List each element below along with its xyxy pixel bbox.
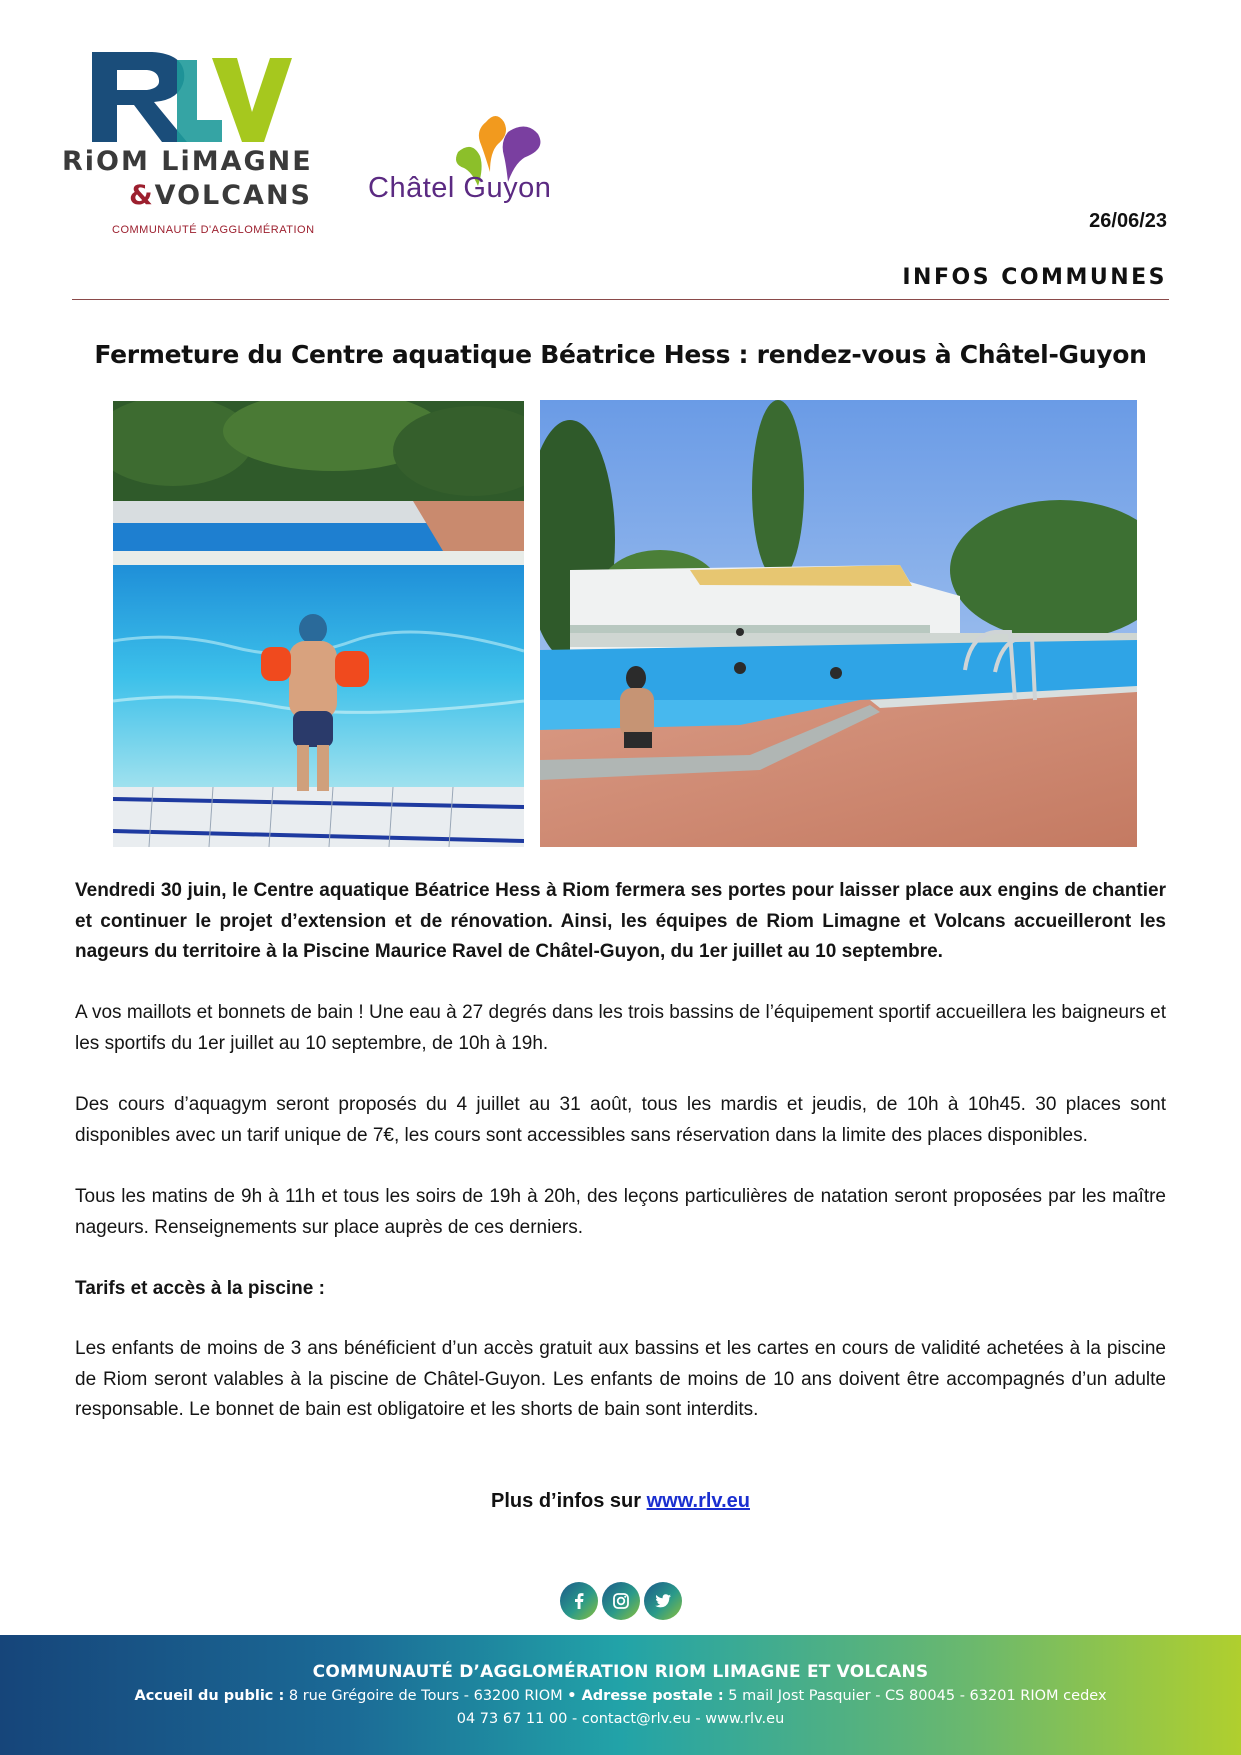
twitter-link[interactable] [644, 1582, 682, 1620]
chatel-guyon-logo-text [368, 172, 551, 205]
footer-postal-label: Adresse postale : [576, 1688, 724, 1704]
twitter-icon [653, 1591, 673, 1611]
instagram-link[interactable] [602, 1582, 640, 1620]
facebook-icon [569, 1591, 589, 1611]
footer-public-label: Accueil du public : [134, 1688, 285, 1704]
paragraph-aquagym: Des cours d’aquagym seront proposés du 4 juillet au 31 août, tous les mardis et jeudis, de 10h à 10h45. 30 places sont disponibles avec un tarif unique de 7€, les cours sont accessibles sans réservation dans la limite des places disponibles. [75, 1094, 1166, 1146]
paragraph-opening-hours: A vos maillots et bonnets de bain ! Une eau à 27 degrés dans les trois bassins de l’équipement sportif accueillera les baigneurs et les sportifs du 1er juillet au 10 septembre, de 10h à 19h. [75, 1002, 1166, 1054]
section-label: INFOS COMMUNES [902, 265, 1167, 290]
footer-title: COMMUNAUTÉ D’AGGLOMÉRATION RIOM LIMAGNE ET VOLCANS [312, 1662, 929, 1682]
header-divider [72, 299, 1169, 300]
lead-paragraph: Vendredi 30 juin, le Centre aquatique Béatrice Hess à Riom fermera ses portes pour laisser place aux engins de chantier et continuer le projet d’extension et de rénovation. Ainsi, les équipes de Riom Limagne et Volcans accueilleront les nageurs du territoire à la Piscine Maurice Ravel de Châtel-Guyon, du 1er juillet au 10 septembre. [75, 880, 1166, 962]
chatel-guyon-logo-text-part1: Châtel [368, 172, 455, 204]
document-date: 26/06/23 [1089, 210, 1167, 232]
photo-chatel-guyon-pool [540, 400, 1137, 847]
instagram-icon [611, 1591, 631, 1611]
rlv-logo-subtitle: COMMUNAUTÉ D'AGGLOMÉRATION [112, 224, 315, 236]
chatel-guyon-logo-text-part2: Guyon [463, 172, 552, 204]
paragraph-tarifs: Les enfants de moins de 3 ans bénéficient d’un accès gratuit aux bassins et les cartes en cours de validité achetées à la piscine de Riom seront valables à la piscine de Châtel-Guyon. Les enfants de moins de 10 ans doivent être accompagnés d’un adulte responsable. Le bonnet de bain est obligatoire et les shorts de bain sont interdits. [75, 1338, 1166, 1420]
rlv-logo-line2 [129, 180, 312, 211]
footer-postal-address: 5 mail Jost Pasquier - CS 80045 - 63201 RIOM cedex [723, 1688, 1107, 1704]
page-title: Fermeture du Centre aquatique Béatrice Hess : rendez-vous à Châtel-Guyon [94, 340, 1147, 369]
more-info [0, 1490, 1241, 1513]
rlv-logo-mark [92, 50, 292, 150]
website-link[interactable]: www.rlv.eu [646, 1490, 750, 1512]
section-heading-tarifs: Tarifs et accès à la piscine : [75, 1278, 325, 1299]
paragraph-swimming-lessons: Tous les matins de 9h à 11h et tous les soirs de 19h à 20h, des leçons particulières de natation seront proposées par les maître nageurs. Renseignements sur place auprès de ces derniers. [75, 1186, 1166, 1238]
footer-bullet: • [567, 1688, 577, 1704]
more-info-prefix: Plus d’infos sur [491, 1490, 647, 1512]
rlv-logo-line1: RiOM LiMAGNE [62, 146, 313, 177]
footer-public-address: 8 rue Grégoire de Tours - 63200 RIOM [284, 1688, 568, 1704]
rlv-logo [62, 50, 315, 240]
footer [0, 1635, 1241, 1755]
footer-address [0, 1688, 1241, 1704]
chatel-guyon-logo [368, 112, 608, 212]
photo-child-in-pool [113, 401, 524, 847]
social-links [560, 1582, 682, 1620]
footer-contact: 04 73 67 11 00 - contact@rlv.eu - www.rlv.eu [456, 1711, 785, 1727]
facebook-link[interactable] [560, 1582, 598, 1620]
rlv-logo-line2-text: VOLCANS [154, 180, 312, 211]
rlv-logo-ampersand: & [129, 180, 155, 211]
